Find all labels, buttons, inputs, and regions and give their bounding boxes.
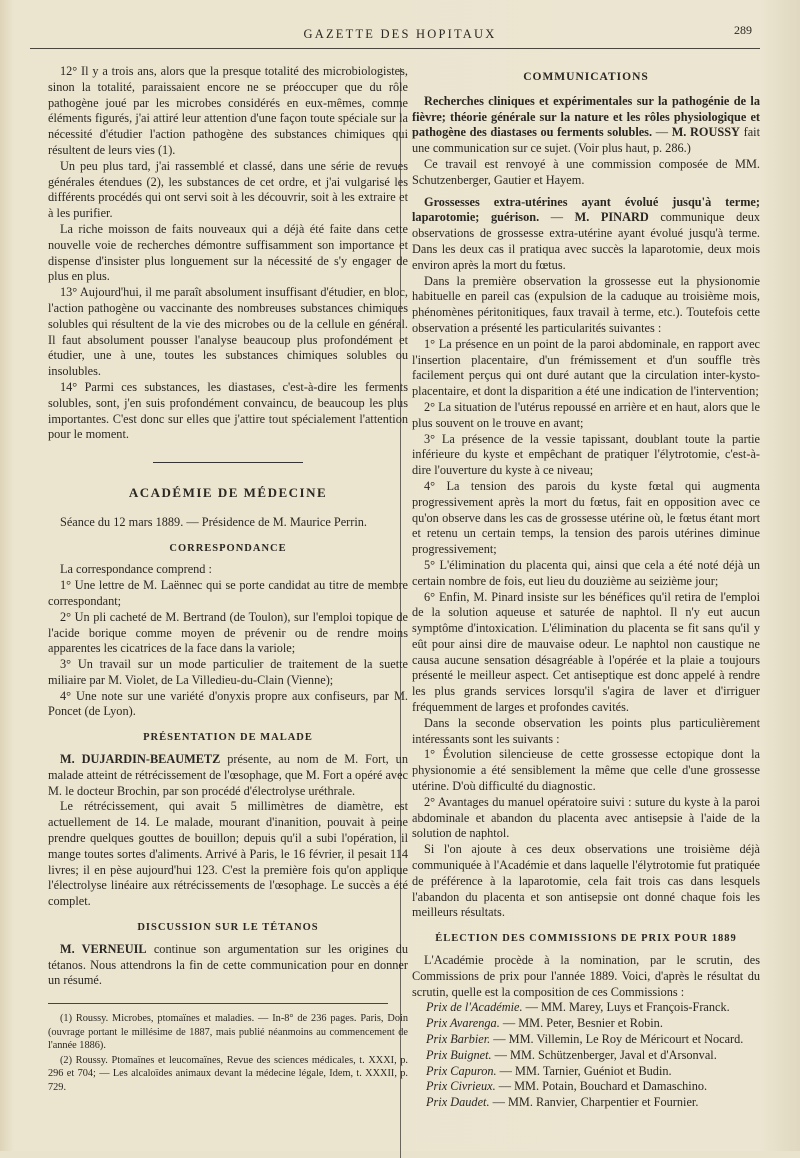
paragraph: Dans la première observation la grossesse eut la physionomie habituelle en pareil cas (expulsion de la caduque au troisième mois, phénomènes péritonitiques, faux travail à terme, etc.). Toutefois cette observation a présenté les particularités suivantes : [412, 273, 760, 335]
paragraph: Dans la seconde observation les points plus particulièrement intéressants sont les suivants : [412, 715, 760, 746]
paragraph: 4° Une note sur une variété d'onyxis propre aux confiseurs, par M. Poncet (de Lyon). [48, 688, 408, 719]
section-ornament [48, 455, 408, 471]
academie-heading: ACADÉMIE DE MÉDECINE [128, 484, 328, 500]
paragraph-text: fait une communication sur ce sujet. (Voir plus haut, p. 286.) [412, 125, 760, 156]
right-column [412, 64, 760, 1111]
list-item: Prix Buignet. — MM. Schützenberger, Javal et d'Arsonval. [426, 1047, 717, 1062]
page-header-title: GAZETTE DES HOPITAUX [303, 27, 497, 41]
paragraph: Si l'on ajoute à ces deux observations une troisième déjà communiquée à l'Académie et dans laquelle l'élytrotomie fut pratiquée de préférence à la laparotomie, cela fait trois cas dans lesquels l'abandon du placenta et son antisepsie ont donné chaque fois les meilleurs résultats. [412, 842, 760, 920]
seance-line: Séance du 12 mars 1889. — Présidence de M. Maurice Perrin. [60, 514, 367, 529]
paragraph: 14° Parmi ces substances, les diastases, c'est-à-dire les ferments solubles, sont, j'en suis profondément convaincu, de beaucoup les plus importantes. C'est donc sur elles que j'attire tout spécialement l'attention pour le moment. [48, 379, 408, 442]
paragraph: Grossesses extra-utérines ayant évolué jusqu'à terme; laparotomie; guérison. — M. PINARD communique deux observations de grossesse extra-utérine ayant évolué jusqu'à terme. Dans les deux cas il pratiqua avec succès la laparotomie, deux mois environ après la mort du fœtus. [412, 194, 761, 272]
paragraph: 2° Avantages du manuel opératoire suivi : suture du kyste à la paroi abdominale et abandon du placenta avec antisepsie à l'aide de la solution de naphtol. [412, 794, 760, 841]
list-item: Prix Civrieux. — MM. Potain, Bouchard et Damaschino. [426, 1079, 708, 1094]
paragraph [48, 752, 408, 799]
election-heading: ÉLECTION DES COMMISSIONS DE PRIX POUR 1889 [435, 933, 737, 945]
page-number: 289 [734, 23, 752, 37]
paragraph: 3° Un travail sur un mode particulier de traitement de la suette miliaire par M. Violet, de La Villedieu-du-Clain (Vienne); [48, 657, 408, 687]
paragraph: Ce travail est renvoyé à une commission composée de MM. Schutzenberger, Gautier et Hayem. [412, 156, 760, 187]
article-title: Grossesses extra-utérines ayant évolué jusqu'à terme; laparotomie; guérison. [412, 194, 760, 225]
paragraph: 5° L'élimination du placenta qui, ainsi que cela a été noté déjà un certain nombre de fois, eut lieu du douzième au seizième jour; [412, 557, 760, 588]
paragraph-text: présente, au nom de M. Fort, un malade atteint de rétrécissement de l'œsophage, que M. Fort a opéré avec M. le docteur Brochin, par son procédé d'électrolyse uréthrale. [48, 752, 408, 798]
header-rule [30, 48, 760, 49]
footnotes [48, 1012, 408, 1094]
paragraph: La riche moisson de faits nouveaux qui a déjà été faite dans cette nouvelle voie de recherches démontre suffisamment son importance et dispense d'insister plus longuement sur la nécessité de s'y engager de plus en plus. [48, 221, 408, 284]
paragraph: La correspondance comprend : [60, 562, 212, 577]
paragraph: 12° Il y a trois ans, alors que la presque totalité des microbiologistes, sinon la totalité, paraissaient encore ne se préoccuper que du rôle pathogène joué par les microbes considérés en eux-mêmes, comme éléments figurés, j'ai attiré leur attention d'une façon toute spéciale sur la nécessité d'étudier l'action pathogène des substances chimiques qui résultent de leurs vies (1). [48, 64, 408, 157]
paragraph-text: continue son argumentation sur les origines du tétanos. Nous attendrons la fin de cette communication pour en donner un résumé. [48, 941, 409, 988]
speaker-name: M. VERNEUIL [60, 941, 147, 956]
paragraph: Un peu plus tard, j'ai rassemblé et classé, dans une série de revues générales étendues (2), les substances de cet ordre, et j'ai vulgarisé les différents procédés qui ont servi soit à les découvrir, soit à les extraire et à les purifier. [48, 158, 408, 221]
footnote-rule [48, 1003, 388, 1004]
speaker-name: M. DUJARDIN-BEAUMETZ [60, 752, 221, 767]
prize-list [412, 1000, 760, 1111]
paragraph: 2° La situation de l'utérus repoussé en arrière et en haut, alors que le plus souvent on le trouve en avant; [412, 399, 760, 430]
presentation-heading: PRÉSENTATION DE MALADE [143, 732, 313, 744]
correspondance-heading: CORRESPONDANCE [169, 542, 287, 554]
paragraph: 2° Un pli cacheté de M. Bertrand (de Toulon), sur l'emploi topique de l'acide borique comme moyen de prévenir ou de rendre moins apparentes les cicatrices de la face dans la variole; [48, 609, 408, 656]
paragraph-text: communique deux observations de grossesse extra-utérine ayant évolué jusqu'à terme. Dans les deux cas il pratiqua avec succès la laparotomie, deux mois environ après la mort du fœtus. [412, 210, 761, 272]
paragraph: Le rétrécissement, qui avait 5 millimètres de diamètre, est actuellement de 14. Le malade, mourant d'inanition, pouvait à peine prendre quelques gouttes de bouillon; depuis qu'il a subi l'opération, il mange toutes sortes d'aliments. Arrivé à Paris, le 16 février, il pesait 114 livres; il en pèse aujourd'hui 123. C'est la première fois qu'on applique l'électrolyse linéaire aux rétrécissements de l'œsophage. Le succès a été complet. [48, 799, 408, 909]
footnote: (2) Roussy. Ptomaïnes et leucomaïnes, Revue des sciences médicales, t. XXXI, p. 296 et 704; — Les alcaloïdes animaux devant la médecine légale, Idem, t. XXXII, p. 729. [48, 1054, 408, 1093]
footnote: (1) Roussy. Microbes, ptomaïnes et maladies. — In-8° de 236 pages. Paris, Doin (ouvrage portant le millésime de 1887, mais publié néanmoins au commencement de l'année 1886). [48, 1013, 408, 1052]
list-item: Prix Daudet. — MM. Ranvier, Charpentier et Fournier. [426, 1095, 699, 1110]
paragraph: 4° La tension des parois du kyste fœtal qui augmenta progressivement après la mort du fœtus, fait en opposition avec ce qu'on observe dans les cas de grossesse utérine où, le fœtus étant mort et retenu un certain temps, la tension des parois utérines diminue progressivement; [412, 478, 760, 557]
communications-heading: COMMUNICATIONS [523, 71, 649, 83]
list-item: Prix Capuron. — MM. Tarnier, Guéniot et Budin. [426, 1063, 672, 1078]
paragraph: 13° Aujourd'hui, il me paraît absolument insuffisant d'étudier, en bloc, l'action pathogène ou vaccinante des nombreuses substances chimiques solubles qui résultent de la vie des microbes ou de la cellule en général. Il faut absolument pousser l'analyse beaucoup plus profondément et étudier, une à une, toutes les substances chimiques solubles ou insolubles. [48, 285, 408, 379]
discussion-heading: DISCUSSION SUR LE TÉTANOS [137, 922, 319, 934]
speaker-name: M. PINARD [574, 210, 649, 225]
paragraph: 3° La présence de la vessie tapissant, doublant toute la partie inférieure du kyste et empêchant de pratiquer l'élytrotomie, c'est-à-dire l'ouverture du kyste à ce niveau; [412, 431, 760, 478]
list-item: Prix de l'Académie. — MM. Marey, Luys et François-Franck. [426, 1000, 730, 1015]
paragraph: Recherches cliniques et expérimentales sur la pathogénie de la fièvre; théorie générale sur la nature et les rôles physiologique et pathogène des diastases ou ferments solubles. — M. ROUSSY fait une communication sur ce sujet. (Voir plus haut, p. 286.) [412, 93, 760, 156]
paragraph [48, 942, 408, 989]
paragraph: 1° Une lettre de M. Laënnec qui se porte candidat au titre de membre correspondant; [48, 578, 408, 608]
list-item: Prix Avarenga. — MM. Peter, Besnier et Robin. [426, 1016, 663, 1031]
speaker-name: M. ROUSSY [671, 125, 740, 140]
paragraph: L'Académie procède à la nomination, par le scrutin, des Commissions de prix pour l'année 1889. Voici, d'après le résultat du scrutin, quelle est la composition de ces Commissions : [412, 953, 760, 999]
article-title: Recherches cliniques et expérimentales sur la pathogénie de la fièvre; théorie générale sur la nature et les rôles physiologique et pathogène des diastases ou ferments solubles. [412, 93, 760, 140]
left-column [48, 64, 408, 1095]
paragraph: 1° La présence en un point de la paroi abdominale, en rapport avec l'insertion placentaire, d'un frémissement et d'un souffle très facilement perçus qui ont duré autant que la circulation inter-kysto-placentaire, et dont la disparition a été une indication de l'intervention; [412, 336, 760, 399]
paragraph: 6° Enfin, M. Pinard insiste sur les bénéfices qu'il retira de l'emploi de la solution aqueuse et saturée de naphtol. Il n'y eut aucun symptôme d'intoxication. L'élimination du placenta se fit sans qu'il y eût pour ainsi dire de mauvaise odeur. Le naphtol non caustique ne causa aucune sensation désagréable à l'opérée et la plaie a toujours présenté le meilleur aspect. Cet antiseptique est donc appelé à rendre les plus grands services lorsqu'il s'agira de laver et d'irriguer fréquemment de larges et profondes cavités. [412, 589, 760, 715]
paragraph: 1° Évolution silencieuse de cette grossesse ectopique dont la physionomie a été sensiblement la même que celle d'une grossesse utérine. D'où difficulté du diagnostic. [412, 747, 760, 794]
list-item: Prix Barbier. — MM. Villemin, Le Roy de Méricourt et Nocard. [426, 1032, 744, 1047]
